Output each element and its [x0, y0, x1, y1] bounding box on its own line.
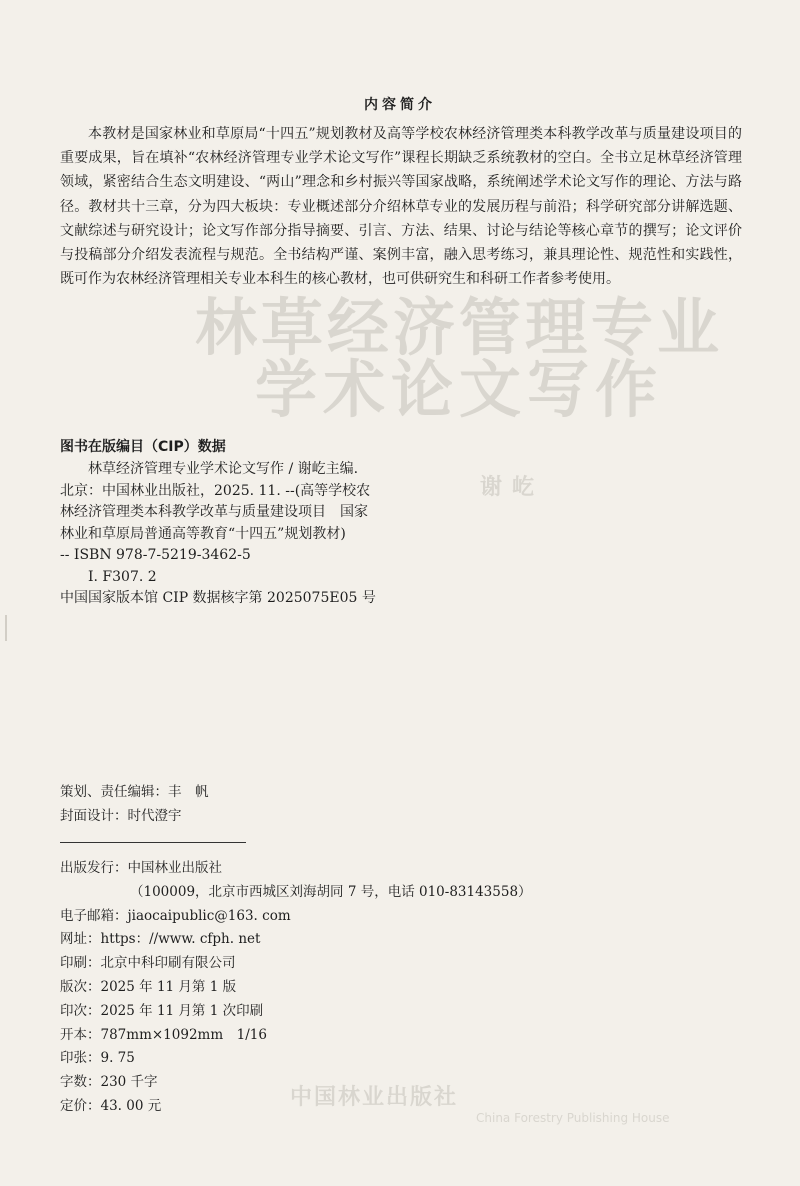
cip-line-publisher: 北京：中国林业出版社，2025. 11. --(高等学校农: [60, 482, 371, 499]
cip-line-series-cont: 林业和草原局普通高等教育“十四五”规划教材): [60, 525, 346, 542]
cover-design-label: 封面设计：: [60, 808, 128, 824]
publisher-label: 出版发行：: [60, 860, 128, 876]
printer-label: 印刷：: [60, 955, 101, 972]
page-edge-mark: [5, 615, 11, 641]
word-count-label: 字数：: [60, 1074, 101, 1091]
edition-label: 版次：: [60, 978, 101, 995]
planning-editor-row: [60, 780, 209, 804]
email-label: 电子邮箱：: [60, 907, 128, 924]
printing-row: [60, 1000, 532, 1024]
price-value: 43. 00 元: [100, 1097, 162, 1114]
cip-line-series: 林经济管理类本科教学改革与质量建设项目 国家: [60, 504, 368, 520]
ghost-title-line-2: 学术论文写作: [255, 353, 664, 426]
publisher-address: （100009，北京市西城区刘海胡同 7 号，电话 010-83143558）: [130, 883, 532, 900]
editor-block: [60, 780, 209, 828]
publisher-value: 中国林业出版社: [127, 860, 222, 876]
format-value: 787mm×1092mm 1/16: [100, 1026, 267, 1043]
website-value: https：//www. cfph. net: [100, 931, 261, 948]
format-row: [60, 1024, 532, 1048]
cip-line-record-number: 中国国家版本馆 CIP 数据核字第 2025075E05 号: [60, 590, 376, 606]
cover-design-value: 时代澄宇: [127, 808, 182, 824]
sheets-label: 印张：: [60, 1050, 101, 1067]
word-count-value: 230 千字: [100, 1074, 158, 1091]
website-row: [60, 928, 532, 952]
word-count-row: [60, 1071, 532, 1095]
cip-line-classification: Ⅰ. F307. 2: [88, 568, 157, 585]
cip-line-title: 林草经济管理专业学术论文写作 / 谢屹主编.: [88, 461, 359, 477]
summary-title: 内容简介: [364, 97, 436, 113]
ghost-publisher-english: China Forestry Publishing House: [476, 1111, 670, 1125]
website-label: 网址：: [60, 931, 101, 948]
summary-body: [60, 122, 742, 291]
email-row: [60, 905, 532, 929]
ghost-publisher-logo: 中国林业出版社: [290, 1085, 459, 1110]
email-value: jiaocaipublic@163. com: [127, 907, 291, 924]
cip-heading: 图书在版编目（CIP）数据: [60, 439, 226, 455]
printer-row: [60, 952, 532, 976]
edition-value: 2025 年 11 月第 1 版: [100, 978, 237, 995]
cip-line-isbn: -- ISBN 978-7-5219-3462-5: [60, 547, 251, 563]
price-row: [60, 1095, 532, 1119]
format-label: 开本：: [60, 1026, 101, 1043]
planning-editor-value: 丰 帆: [168, 784, 209, 800]
divider: [60, 842, 246, 843]
printing-label: 印次：: [60, 1002, 101, 1019]
printing-value: 2025 年 11 月第 1 次印刷: [100, 1002, 264, 1019]
cover-design-row: [60, 804, 209, 828]
planning-editor-label: 策划、责任编辑：: [60, 784, 168, 800]
publication-block: [60, 857, 532, 1119]
publisher-row: [60, 857, 532, 881]
cip-block: [60, 459, 460, 610]
sheets-value: 9. 75: [100, 1050, 135, 1067]
edition-row: [60, 976, 532, 1000]
ghost-author: 谢屹: [480, 475, 545, 500]
printer-value: 北京中科印刷有限公司: [100, 955, 236, 972]
sheets-row: [60, 1047, 532, 1071]
ghost-title-line-1: 林草经济管理专业: [195, 291, 724, 364]
price-label: 定价：: [60, 1097, 101, 1114]
summary-paragraph: 本教材是国家林业和草原局“十四五”规划教材及高等学校农林经济管理类本科教学改革与质量建设项目的重要成果，旨在填补“农林经济管理专业学术论文写作”课程长期缺乏系统教材的空白。全书立足林草经济管理领域，紧密结合生态文明建设、“两山”理念和乡村振兴等国家战略，系统阐述学术论文写作的理论、方法与路径。教材共十三章，分为四大板块：专业概述部分介绍林草专业的发展历程与前沿；科学研究部分讲解选题、文献综述与研究设计；论文写作部分指导摘要、引言、方法、结果、讨论与结论等核心章节的撰写；论文评价与投稿部分介绍发表流程与规范。全书结构严谨、案例丰富，融入思考练习，兼具理论性、规范性和实践性，既可作为农林经济管理相关专业本科生的核心教材，也可供研究生和科研工作者参考使用。: [60, 126, 742, 288]
